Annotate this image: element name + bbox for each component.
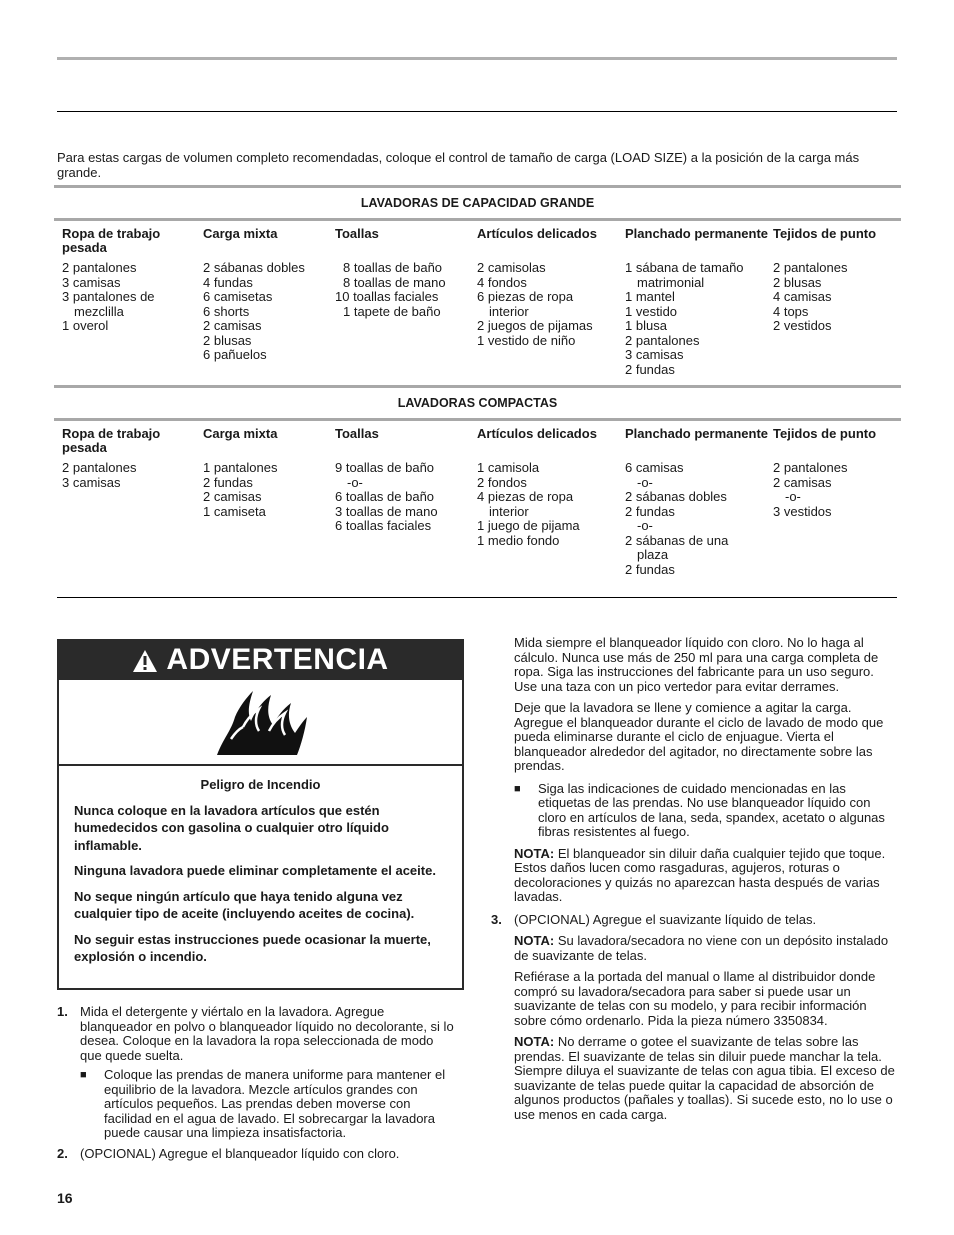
bullet-item: ■ Coloque las prendas de manera uniforme para mantener el equilibrio de la lavadora. Mezcle artículos grandes con artículos pequeños. Las prendas deben moverse con facilidad en el agua de lavado. El sobrecargar la lavadora puede causar una limpieza insatisfactoria. — [80, 1067, 446, 1140]
step-1: 1. Mida el detergente y viértalo en la lavadora. Agregue blanqueador en polvo o blanqueador líquido no decolorante, si lo desea. Coloque en la lavadora la ropa seleccionada de modo que quede suelta. ■ Coloque las prendas de manera uniforme para mantener el equilibrio de la lavadora. Mezcle artículos grandes con artículos pequeños. Las prendas deben moverse con facilidad en el agua de lavado. El sobrecargar la lavadora puede causar una limpieza insatisfactoria. — [57, 1005, 457, 1141]
steps-right-column — [491, 636, 899, 1122]
table-column: Carga mixta 1 pantalones 2 fundas 2 camisas 1 camiseta — [203, 426, 278, 519]
paragraph: Deje que la lavadora se llene y comience a agitar la carga. Agregue el blanqueador durante el ciclo de lavado de modo que pueda eliminarse durante el ciclo de enjuague. Vierta el blanqueador alrededor del agitador, no directamente sobre las prendas. — [514, 700, 884, 773]
table-column: Toallas 9 toallas de baño -o- 6 toallas de baño 3 toallas de mano 6 toallas faciales — [335, 426, 438, 533]
table-bottom-rule — [57, 597, 897, 598]
note: NOTA: Su lavadora/secadora no viene con un depósito instalado de suavizante de telas. — [514, 933, 889, 963]
warning-box — [57, 639, 464, 990]
table-compact — [54, 385, 901, 596]
bullet-item: ■ Siga las indicaciones de cuidado mencionadas en las etiquetas de las prendas. No use blanqueador líquido con cloro en artículos de lana, seda, spandex, acetato o algunas fibras resistentes al fuego. — [514, 780, 885, 839]
warning-paragraph: Ninguna lavadora puede eliminar completamente el aceite. — [74, 863, 436, 878]
top-rule-thin — [57, 111, 897, 112]
table-column: Ropa de trabajo pesada 2 pantalones 3 camisas 3 pantalones de mezclilla 1 overol — [62, 226, 161, 333]
fire-hazard-symbol — [59, 680, 462, 766]
warning-paragraph: No seque ningún artículo que haya tenido alguna vez cualquier tipo de aceite (incluyendo aceites de cocina). — [74, 888, 415, 921]
table-column: Artículos delicados 2 camisolas 4 fondos 6 piezas de ropa interior 2 juegos de pijamas 1 vestido de niño — [477, 226, 597, 348]
warning-title: ADVERTENCIA — [166, 643, 389, 677]
step-3: 3. (OPCIONAL) Agregue el suavizante líquido de telas. NOTA: Su lavadora/secadora no viene con un depósito instalado de suavizante de telas. Refiérase a la portada del manual o llame al distribuidor donde compró su lavadora/secadora para saber si puede usar un suavizante de telas con su modelo, y para recibir información sobre cómo ordenarlo. Pida la pieza número 3350834. NOTA: No derrame o gotee el suavizante de telas sobre las prendas. El suavizante de telas sin diluir puede manchar la tela. Siempre diluya el suavizante de telas con agua tibia. El exceso de suavizante de telas puede quitar la capacidad de absorción de algunos productos (pañales y toallas). Si sucede esto, no lo use o use menos en cada carga. — [491, 913, 899, 1123]
intro-text: Para estas cargas de volumen completo recomendadas, coloque el control de tamaño de carga (LOAD SIZE) a la posición de la carga más grande. — [57, 150, 860, 180]
hazard-title: Peligro de Incendio — [200, 777, 321, 792]
table-column: Tejidos de punto 2 pantalones 2 camisas -o- 3 vestidos — [773, 426, 877, 519]
step-2: 2. (OPCIONAL) Agregue el blanqueador líquido con cloro. — [57, 1145, 400, 1161]
table-column: Tejidos de punto 2 pantalones 2 blusas 4 camisas 4 tops 2 vestidos — [773, 226, 877, 333]
note: NOTA: No derrame o gotee el suavizante de telas sobre las prendas. El suavizante de telas sin diluir puede manchar la tela. Siempre diluya el suavizante de telas con agua tibia. El exceso de suavizante de telas puede quitar la capacidad de absorción de algunos productos (pañales y toallas). Si sucede esto, no lo use o use menos en cada carga. — [514, 1034, 895, 1122]
table-columns — [54, 221, 901, 383]
square-bullet-icon: ■ — [80, 1069, 87, 1081]
table-columns — [54, 421, 901, 596]
steps-left-column — [57, 1005, 457, 1161]
table-large-capacity — [54, 185, 901, 383]
warning-triangle-icon — [132, 649, 158, 673]
note: NOTA: El blanqueador sin diluir daña cualquier tejido que toque. Estos daños lucen como rasgaduras, agujeros, roturas o decoloraciones y quizás no aparezcan hasta después de varias lavadas. — [514, 845, 886, 904]
page-number: 16 — [57, 1190, 73, 1206]
paragraph: Refiérase a la portada del manual o llame al distribuidor donde compró su lavadora/secadora para saber si puede usar un suavizante de telas con su modelo, y para recibir información sobre cómo ordenarlo. Pida la pieza número 3350834. — [514, 969, 876, 1028]
table-column: Planchado permanente 1 sábana de tamaño matrimonial 1 mantel 1 vestido 1 blusa 2 pantalones 3 camisas 2 fundas — [625, 226, 769, 377]
table-column: Artículos delicados 1 camisola 2 fondos 4 piezas de ropa interior 1 juego de pijama 1 medio fondo — [477, 426, 597, 548]
warning-header — [59, 641, 462, 680]
warning-paragraph: Nunca coloque en la lavadora artículos que estén humedecidos con gasolina o cualquier otro líquido inflamable. — [74, 802, 389, 853]
paragraph: Mida siempre el blanqueador líquido con cloro. No lo haga al cálculo. Nunca use más de 250 ml para una carga completa de ropa. Siga las instrucciones del fabricante para un uso seguro. Use una taza con un pico vertedor para evitar derrames. — [514, 635, 879, 694]
table-column: Ropa de trabajo pesada 2 pantalones 3 camisas — [62, 426, 161, 490]
warning-body — [59, 766, 462, 966]
table-title: LAVADORAS DE CAPACIDAD GRANDE — [360, 195, 595, 210]
warning-paragraph: No seguir estas instrucciones puede ocasionar la muerte, explosión o incendio. — [74, 931, 431, 964]
square-bullet-icon: ■ — [514, 782, 521, 795]
fire-icon — [213, 687, 309, 757]
top-rule-thick — [57, 57, 897, 60]
table-title: LAVADORAS COMPACTAS — [397, 395, 558, 410]
table-column: Planchado permanente 6 camisas -o- 2 sábanas dobles 2 fundas -o- 2 sábanas de una plaza 2 fundas — [625, 426, 769, 577]
table-column: Carga mixta 2 sábanas dobles 4 fundas 6 camisetas 6 shorts 2 camisas 2 blusas 6 pañuelos — [203, 226, 305, 362]
table-column: Toallas 8 toallas de baño 8 toallas de mano 10 toallas faciales 1 tapete de baño — [335, 226, 446, 319]
